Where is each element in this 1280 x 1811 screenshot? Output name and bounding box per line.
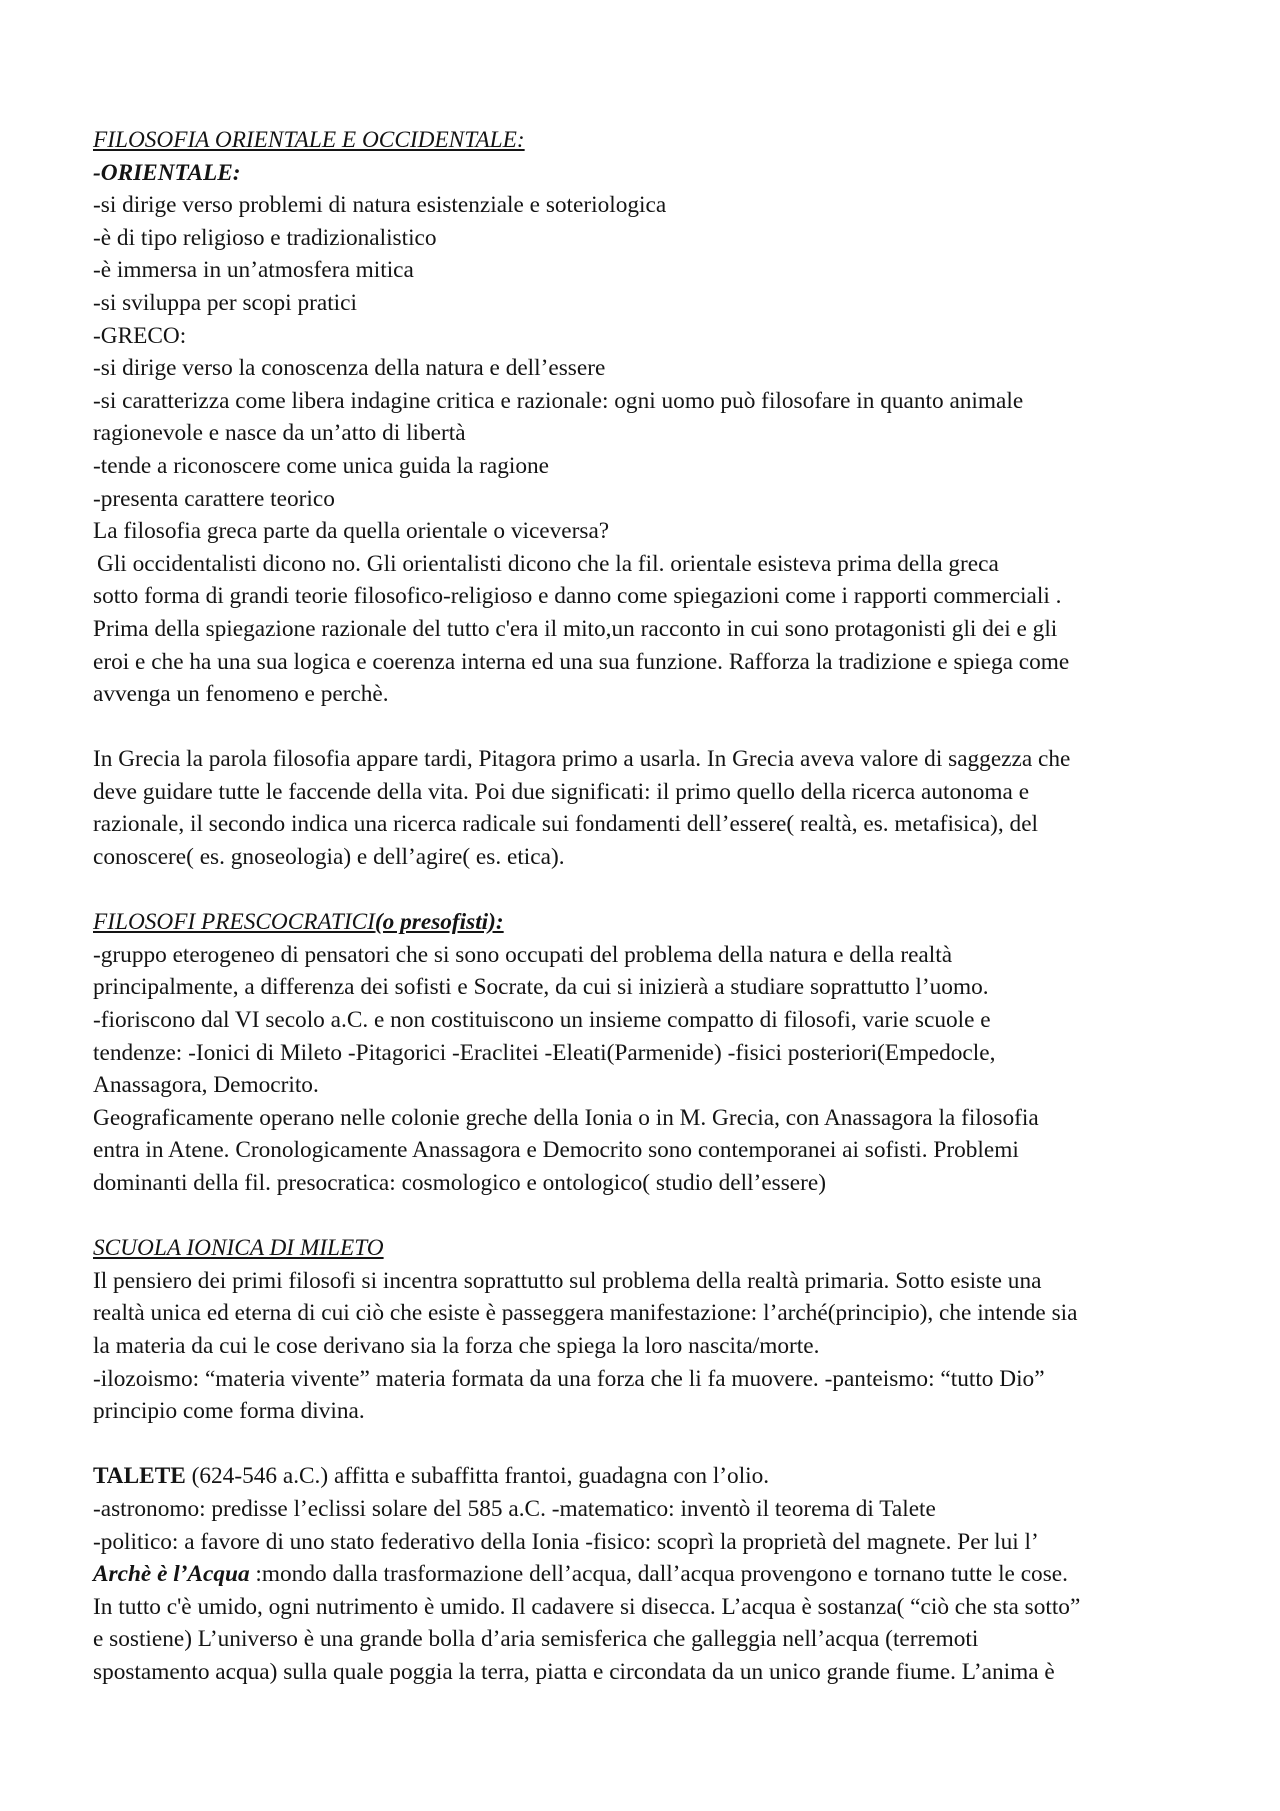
text-line: deve guidare tutte le faccende della vita. Poi due significati: il primo quello della ricerca autonoma e: [93, 778, 1030, 805]
text-line: principio come forma divina.: [93, 1398, 365, 1425]
text-line: -presenta carattere teorico: [93, 485, 335, 512]
text-line: principalmente, a differenza dei sofisti e Socrate, da cui si inizierà a studiare soprattutto l’uomo.: [93, 974, 989, 1001]
subtitle-greco: -GRECO:: [93, 322, 187, 349]
text-line: ragionevole e nasce da un’atto di libertà: [93, 420, 466, 447]
text-line: eroi e che ha una sua logica e coerenza interna ed una sua funzione. Rafforza la tradizione e spiega come: [93, 648, 1070, 675]
text-line: Geograficamente operano nelle colonie greche della Ionia o in M. Grecia, con Anassagora la filosofia: [93, 1104, 1039, 1131]
arche-label: Archè è l’Acqua: [93, 1561, 250, 1588]
text-line: -è di tipo religioso e tradizionalistico: [93, 224, 437, 251]
text-line: e sostiene) L’universo è una grande bolla d’aria semisferica che galleggia nell’acqua (terremoti: [93, 1626, 979, 1653]
text-line: -ilozoismo: “materia vivente” materia formata da una forza che li fa muovere. -panteismo: “tutto Dio”: [93, 1365, 1045, 1392]
text-line: Il pensiero dei primi filosofi si incentra soprattutto sul problema della realtà primaria. Sotto esiste una: [93, 1267, 1042, 1294]
text-line: -astronomo: predisse l’eclissi solare del 585 a.C. -matematico: inventò il teorema di Talete: [93, 1495, 936, 1522]
text-line: entra in Atene. Cronologicamente Anassagora e Democrito sono contemporanei ai sofisti. Problemi: [93, 1137, 1019, 1164]
text-line: -politico: a favore di uno stato federativo della Ionia -fisico: scoprì la proprietà del magnete. Per lui l’: [93, 1528, 1039, 1555]
text-line: tendenze: -Ionici di Mileto -Pitagorici -Eraclitei -Eleati(Parmenide) -fisici posteriori(Empedocle,: [93, 1039, 996, 1066]
section-title-main: FILOSOFI PRESCOCRATICI: [93, 909, 375, 936]
text-line: avvenga un fenomeno e perchè.: [93, 681, 389, 708]
subtitle-orientale: -ORIENTALE:: [93, 159, 241, 186]
text-line: -è immersa in un’atmosfera mitica: [93, 257, 414, 284]
paragraph-gap: [93, 874, 1193, 907]
text-line: razionale, il secondo indica una ricerca radicale sui fondamenti dell’essere( realtà, es. metafisica), del: [93, 811, 1039, 838]
talete-name: TALETE: [93, 1463, 186, 1490]
section-title-filosofi-presocratici: [93, 906, 1193, 939]
section-title-paren: (o presofisti):: [374, 909, 504, 936]
text-line: dominanti della fil. presocratica: cosmologico e ontologico( studio dell’essere): [93, 1170, 826, 1196]
paragraph-gap: [93, 1428, 1193, 1461]
paragraph-gap: [93, 711, 1193, 744]
text-line: Anassagora, Democrito.: [93, 1072, 319, 1099]
text-line: In tutto c'è umido, ogni nutrimento è umido. Il cadavere si disecca. L’acqua è sostanza( “ciò che sta sotto”: [93, 1593, 1081, 1620]
text-line: spostamento acqua) sulla quale poggia la terra, piatta e circondata da un unico grande fiume. L’anima è: [93, 1658, 1055, 1685]
text-line: -tende a riconoscere come unica guida la ragione: [93, 452, 550, 479]
document-page: [93, 124, 1193, 1689]
text-line: conoscere( es. gnoseologia) e dell’agire( es. etica).: [93, 844, 565, 871]
talete-intro-line: [93, 1460, 1193, 1493]
text-line: Prima della spiegazione razionale del tutto c'era il mito,un racconto in cui sono protagonisti gli dei e gli: [93, 615, 1058, 642]
text-line: -gruppo eterogeneo di pensatori che si sono occupati del problema della natura e della realtà: [93, 941, 953, 968]
section-title-filosofia-orientale-occidentale: FILOSOFIA ORIENTALE E OCCIDENTALE:: [93, 127, 525, 153]
section-title-scuola-ionica: SCUOLA IONICA DI MILETO: [93, 1235, 384, 1262]
text-line: sotto forma di grandi teorie filosofico-religioso e danno come spiegazioni come i rapporti commerciali .: [93, 583, 1062, 610]
text-line: realtà unica ed eterna di cui ciò che esiste è passeggera manifestazione: l’arché(principio), che intende sia: [93, 1300, 1078, 1327]
paragraph-gap: [93, 1200, 1193, 1233]
text-line: -si sviluppa per scopi pratici: [93, 289, 357, 316]
arche-line: [93, 1558, 1193, 1591]
text-line: Gli occidentalisti dicono no. Gli orientalisti dicono che la fil. orientale esisteva prima della greca: [97, 550, 999, 577]
talete-intro-rest: (624-546 a.C.) affitta e subaffitta frantoi, guadagna con l’olio.: [185, 1463, 770, 1490]
text-line: -si dirige verso problemi di natura esistenziale e soteriologica: [93, 192, 667, 219]
text-line: -si dirige verso la conoscenza della natura e dell’essere: [93, 355, 606, 382]
arche-rest: :mondo dalla trasformazione dell’acqua, dall’acqua provengono e tornano tutte le cose.: [249, 1561, 1068, 1588]
question-line: La filosofia greca parte da quella orientale o viceversa?: [93, 518, 610, 545]
text-line: la materia da cui le cose derivano sia la forza che spiega la loro nascita/morte.: [93, 1332, 820, 1359]
text-line: In Grecia la parola filosofia appare tardi, Pitagora primo a usarla. In Grecia aveva valore di saggezza che: [93, 746, 1071, 773]
text-line: -si caratterizza come libera indagine critica e razionale: ogni uomo può filosofare in quanto animale: [93, 387, 1024, 414]
text-line: -fioriscono dal VI secolo a.C. e non costituiscono un insieme compatto di filosofi, varie scuole e: [93, 1007, 991, 1034]
